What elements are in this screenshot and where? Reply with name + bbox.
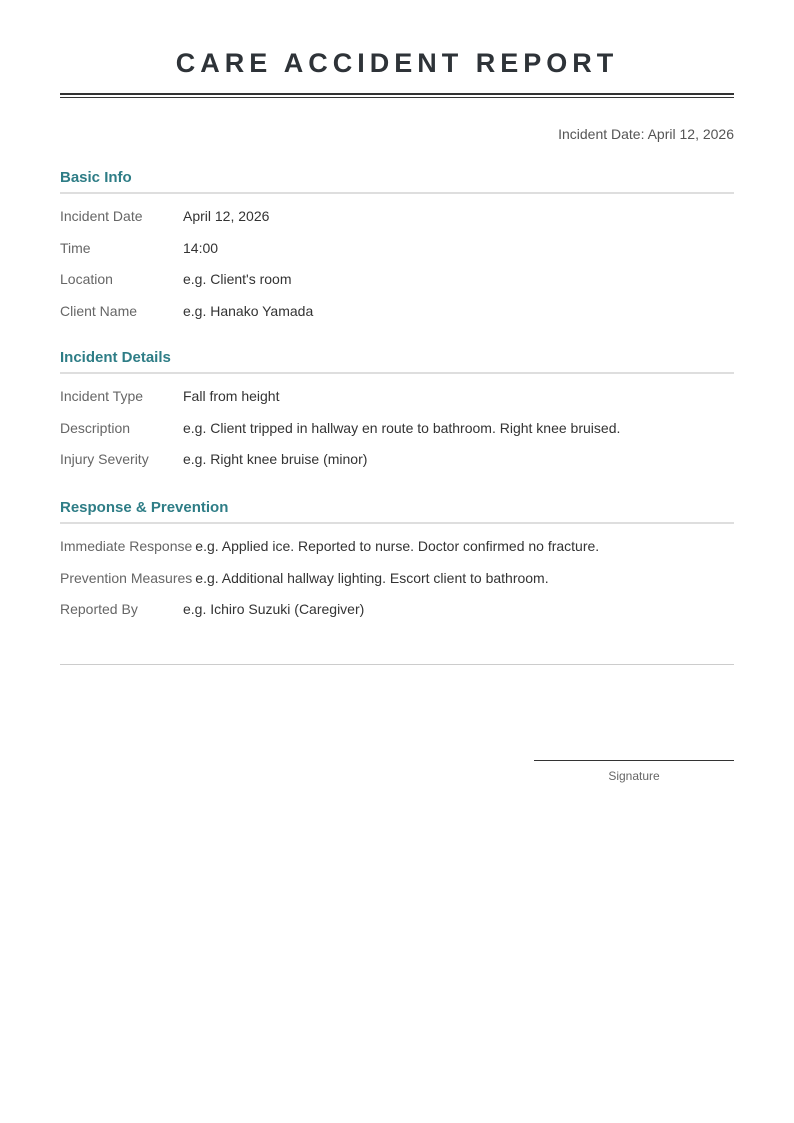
- field-value: 14:00: [183, 239, 219, 256]
- field-value: Fall from height: [183, 388, 280, 404]
- field-row-description: [60, 418, 734, 450]
- footer-divider: [60, 664, 734, 665]
- field-row-client-name: [60, 301, 734, 333]
- field-value: e.g. Additional hallway lighting. Escort client to bathroom.: [195, 569, 549, 586]
- section-title-incident-details: Incident Details: [60, 348, 734, 374]
- field-value: e.g. Client's room: [183, 271, 292, 287]
- section-basic-info: [60, 168, 734, 332]
- field-label: Immediate Response: [60, 538, 193, 554]
- field-row-incident-date: [60, 206, 734, 238]
- field-label: Injury Severity: [60, 451, 149, 467]
- field-label: Incident Date: [60, 208, 143, 224]
- field-label: Time: [60, 239, 91, 256]
- section-response-prevention: [60, 498, 734, 631]
- field-row-time: [60, 238, 734, 270]
- field-label: Reported By: [60, 601, 138, 617]
- section-title-response-prevention: Response & Prevention: [60, 498, 734, 524]
- report-page: [60, 0, 734, 783]
- field-label: Client Name: [60, 302, 138, 319]
- field-label: Description: [60, 419, 131, 436]
- field-row-location: [60, 269, 734, 301]
- field-label: Prevention Measures: [60, 569, 193, 586]
- field-value: e.g. Client tripped in hallway en route to bathroom. Right knee bruised.: [183, 419, 621, 436]
- incident-date-header: Incident Date: April 12, 2026: [558, 126, 734, 142]
- signature-label: Signature: [608, 769, 660, 783]
- field-label: Incident Type: [60, 388, 144, 404]
- field-row-reported-by: [60, 599, 734, 631]
- signature-line[interactable]: [534, 760, 734, 761]
- field-row-incident-type: [60, 386, 734, 418]
- page-title: CARE ACCIDENT REPORT: [175, 48, 619, 78]
- section-incident-details: [60, 348, 734, 481]
- field-label: Location: [60, 271, 113, 287]
- field-value: e.g. Hanako Yamada: [183, 302, 314, 319]
- field-value: e.g. Applied ice. Reported to nurse. Doctor confirmed no fracture.: [195, 538, 600, 554]
- title-divider: [60, 93, 734, 98]
- section-title-basic-info: Basic Info: [60, 168, 734, 194]
- field-value: e.g. Ichiro Suzuki (Caregiver): [183, 601, 365, 617]
- field-row-prevention-measures: [60, 568, 734, 600]
- field-row-injury-severity: [60, 449, 734, 481]
- field-row-immediate-response: [60, 536, 734, 568]
- field-value: e.g. Right knee bruise (minor): [183, 451, 368, 467]
- field-value: April 12, 2026: [183, 208, 270, 224]
